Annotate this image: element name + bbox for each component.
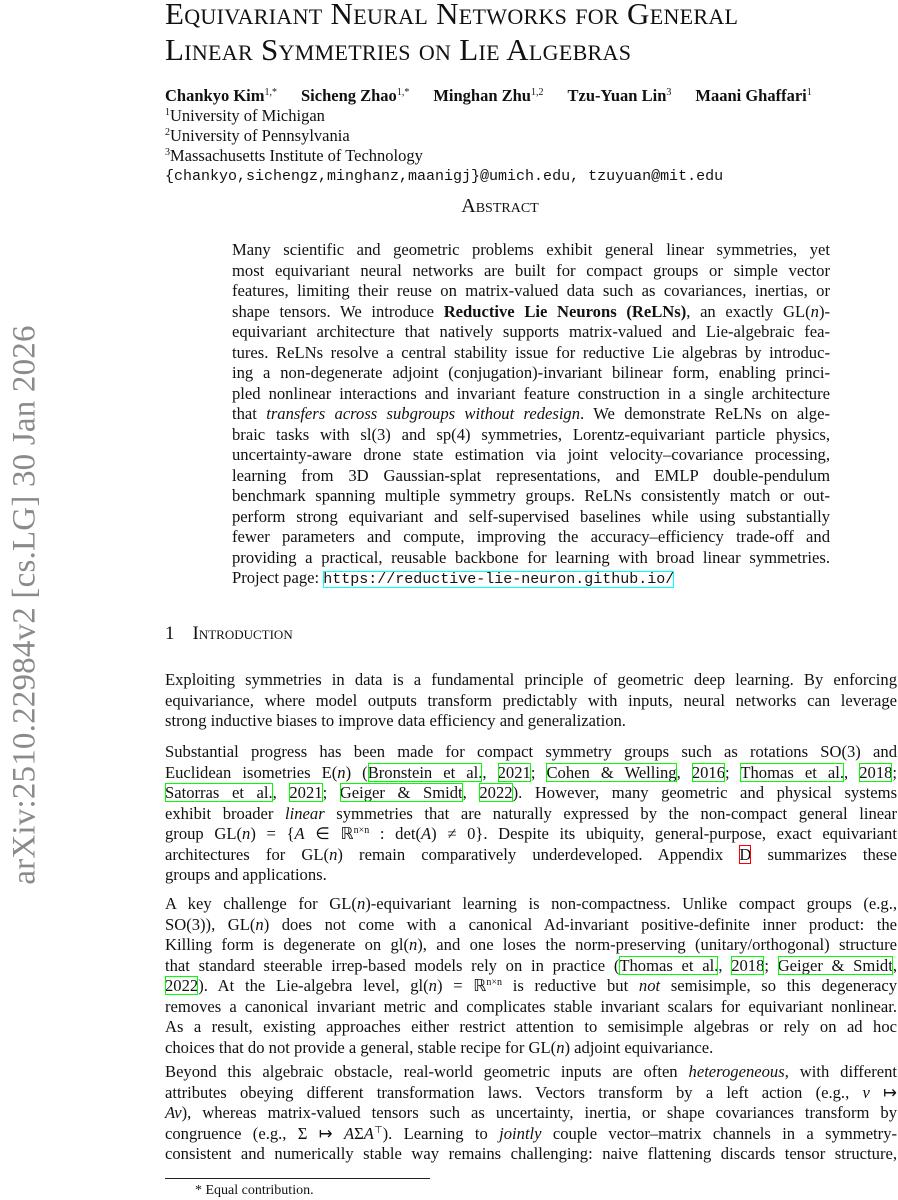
- text-line: [232, 281, 830, 302]
- title-line-2: Linear Symmetries on Lie Algebras: [165, 32, 632, 67]
- text-run: As a result, existing approaches either restrict attention to semisimple algebras or rely on ad hoc: [165, 1017, 897, 1036]
- text-run: equivariance, where model outputs transform predictably with inputs, neural networks can leverage: [165, 690, 897, 710]
- italic-text: A: [363, 1123, 374, 1143]
- italic-text: Av: [165, 1103, 182, 1122]
- text-run: ) = {: [250, 824, 295, 843]
- text-line: [165, 783, 897, 804]
- text-run: ↦: [869, 1082, 897, 1102]
- text-run: consistent and numerically stable way remains challenging: naive flattening discards tensor structure,: [165, 1144, 897, 1163]
- text-line: [232, 322, 830, 343]
- citation-link[interactable]: Satorras et al.: [165, 783, 273, 802]
- bold-text: Reductive Lie Neurons (ReLNs): [443, 301, 687, 321]
- text-line: [165, 1062, 897, 1083]
- text-run: tures. ReLNs resolve a central stability issue for reductive Lie algebras by introduc-: [232, 342, 830, 362]
- author: [567, 86, 671, 106]
- text-run: )-: [818, 301, 830, 321]
- affiliation-name: University of Pennsylvania: [170, 126, 350, 145]
- text-run: ,: [718, 955, 732, 975]
- text-run: ing a non-degenerate adjoint (conjugation)-invariant bilinear form, enabling princi-: [232, 363, 830, 382]
- text-run: SO(3)), GL(: [165, 914, 256, 934]
- text-run: uncertainty-aware drone state estimation via joint velocity–covariance processing,: [232, 445, 830, 464]
- citation-link[interactable]: 2018: [731, 955, 765, 975]
- paragraph: [165, 670, 897, 732]
- text-run: perform strong equivariant and self-supervised baselines while using substantially: [232, 506, 830, 526]
- italic-text: jointly: [499, 1123, 542, 1143]
- text-run: ;: [322, 783, 340, 802]
- text-line: [232, 548, 830, 569]
- text-line: [165, 1144, 897, 1165]
- italic-text: transfers across subgroups without redesign: [266, 404, 581, 423]
- text-run: ) (: [345, 762, 368, 782]
- text-run: Substantial progress has been made for compact symmetry groups such as rotations SO(3) and: [165, 742, 897, 761]
- text-line: [165, 1038, 897, 1059]
- text-run: ,: [892, 955, 897, 975]
- superscript: n×n: [486, 977, 503, 988]
- text-line: [165, 956, 897, 977]
- text-run: , with different: [784, 1062, 897, 1081]
- affiliation-mark: 2: [165, 127, 170, 138]
- italic-text: n: [337, 762, 346, 782]
- text-run: )-equivariant learning is non-compactness. Unlike compact groups (e.g.,: [365, 894, 898, 913]
- affiliation-name: University of Michigan: [170, 106, 325, 125]
- footnote: * Equal contribution.: [195, 1183, 314, 1198]
- text-run: strong inductive biases to improve data efficiency and generalization.: [165, 711, 626, 730]
- text-run: ) adjoint equivariance.: [564, 1037, 714, 1057]
- text-line: [232, 302, 830, 323]
- text-run: architectures for GL(: [165, 844, 330, 864]
- citation-link[interactable]: 2022: [479, 783, 513, 802]
- text-run: providing a practical, reusable backbone for learning with broad linear symmetries.: [232, 547, 830, 567]
- text-run: ), and one loses the norm-preserving (unitary/orthogonal) structure: [417, 935, 897, 954]
- author-affiliation-mark: 1,*: [264, 87, 277, 98]
- text-run: . We demonstrate ReLNs on alge-: [580, 404, 830, 423]
- text-run: features, limiting their reuse on matrix-valued data such as covariances, inertias, or: [232, 281, 830, 300]
- section-heading: [165, 623, 293, 645]
- italic-text: linear: [285, 803, 325, 823]
- text-line: [165, 915, 897, 936]
- italic-text: n: [242, 824, 251, 843]
- text-run: ;: [725, 762, 741, 782]
- text-run: ). At the Lie-algebra level, gl(: [198, 976, 429, 995]
- text-run: Project page:: [232, 568, 324, 587]
- author-list: [165, 86, 836, 106]
- text-run: that standard steerable irrep-based models rely on in practice (: [165, 955, 620, 975]
- author: [301, 86, 409, 106]
- author-name: Sicheng Zhao: [300, 86, 397, 105]
- text-run: Exploiting symmetries in data is a fundamental principle of geometric deep learning. By enforcing: [165, 670, 897, 689]
- text-run: group GL(: [165, 824, 243, 843]
- citation-link[interactable]: Geiger & Smidt: [339, 783, 463, 802]
- text-line: [232, 527, 830, 548]
- text-run: equivariant architecture that natively supports matrix-valued and Lie-algebraic fea-: [232, 322, 830, 341]
- text-run: most equivariant neural networks are built for compact groups or simple vector: [232, 260, 830, 280]
- paragraph: [165, 1062, 897, 1165]
- text-run: Many scientific and geometric problems exhibit general linear symmetries, yet: [232, 240, 830, 259]
- paragraph: [165, 894, 897, 1058]
- text-run: ) remain comparatively underdeveloped. Appendix: [337, 844, 740, 864]
- italic-text: A: [343, 1123, 355, 1143]
- text-run: A key challenge for GL(: [165, 894, 357, 913]
- author-name: Maani Ghaffari: [695, 86, 807, 105]
- italic-text: not: [638, 976, 661, 995]
- paragraph: [165, 742, 897, 886]
- text-line: [232, 445, 830, 466]
- affiliation-mark: 3: [165, 147, 170, 158]
- text-line: [165, 691, 897, 712]
- text-run: fewer parameters and compute, improving the accuracy–efficiency trade-off and: [232, 527, 830, 546]
- text-run: Beyond this algebraic obstacle, real-world geometric inputs are often: [165, 1062, 689, 1081]
- author-name: Tzu-Yuan Lin: [567, 86, 667, 105]
- text-run: : det(: [369, 824, 421, 843]
- text-line: [165, 1083, 897, 1104]
- text-line: [232, 240, 830, 261]
- text-run: choices that do not provide a general, stable recipe for GL(: [165, 1037, 557, 1057]
- superscript: n×n: [353, 825, 370, 836]
- italic-text: n: [356, 894, 366, 913]
- citation-link[interactable]: Thomas et al.: [740, 762, 845, 782]
- affiliation-1: [165, 106, 325, 126]
- text-line: [165, 1124, 897, 1145]
- text-run: ,: [272, 783, 290, 802]
- text-run: ,: [844, 762, 860, 782]
- superscript: ⊤: [373, 1124, 383, 1136]
- appendix-ref-link[interactable]: D: [739, 844, 752, 864]
- text-run: ). However, many geometric and physical systems: [512, 783, 898, 802]
- text-run: ) does not come with a canonical Ad-invariant positive-definite inner product: the: [263, 914, 898, 934]
- text-run: ,: [676, 762, 692, 782]
- text-line: [232, 363, 830, 384]
- text-run: learning from 3D Gaussian-splat representations, and EMLP double-pendulum: [232, 465, 830, 485]
- text-run: congruence (e.g., Σ ↦: [165, 1123, 344, 1143]
- text-run: Killing form is degenerate on gl(: [165, 935, 409, 954]
- text-run: removes a canonical invariant metric and complicates stable invariant scalars for equivariant nonlinear.: [165, 996, 897, 1016]
- text-run: ) = ℝ: [436, 976, 487, 995]
- author-emails: {chankyo,sichengz,minghanz,maanigj}@umich.edu, tzuyuan@mit.edu: [165, 168, 724, 185]
- text-run: couple vector–matrix channels in a symmetry-: [541, 1123, 898, 1143]
- text-run: semisimple, so this degeneracy: [660, 976, 897, 995]
- italic-text: n: [329, 844, 338, 864]
- affiliation-2: [165, 126, 350, 146]
- citation-link[interactable]: Cohen & Welling: [546, 762, 677, 782]
- text-line: [232, 568, 830, 589]
- text-run: Euclidean isometries E(: [165, 762, 338, 782]
- paper-title: [165, 0, 738, 68]
- italic-text: A: [420, 824, 432, 843]
- text-run: ), whereas matrix-valued tensors such as uncertainty, inertia, or shape covariances transform by: [181, 1103, 897, 1122]
- text-line: [165, 824, 897, 845]
- text-run: summarizes these: [751, 844, 897, 864]
- italic-text: heterogeneous: [688, 1062, 785, 1081]
- text-run: ,: [482, 762, 498, 782]
- citation-link[interactable]: Bronstein et al.: [367, 762, 483, 782]
- text-line: [165, 763, 897, 784]
- affiliation-mark: 1: [165, 107, 170, 118]
- arxiv-stamp: arXiv:2510.22984v2 [cs.LG] 30 Jan 2026: [6, 325, 43, 885]
- citation-link[interactable]: 2022: [165, 976, 199, 995]
- text-line: [232, 466, 830, 487]
- affiliation-3: [165, 146, 423, 166]
- text-line: [165, 845, 897, 866]
- text-run: shape tensors. We introduce: [232, 301, 444, 321]
- text-line: [165, 711, 897, 732]
- author: [165, 86, 277, 106]
- citation-link[interactable]: 2021: [289, 783, 323, 802]
- footnote-rule: [165, 1178, 430, 1179]
- text-run: symmetries that are naturally expressed by the non-compact general linear: [324, 803, 898, 823]
- text-run: ;: [764, 955, 778, 975]
- citation-link[interactable]: 2018: [859, 762, 893, 782]
- text-run: ,: [462, 783, 480, 802]
- text-run: , an exactly GL(: [686, 301, 811, 321]
- text-line: [165, 1103, 897, 1124]
- text-run: attributes obeying different transformation laws. Vectors transform by a left action (e.g.,: [165, 1082, 863, 1102]
- italic-text: n: [556, 1037, 565, 1057]
- text-line: [165, 976, 897, 997]
- text-line: [232, 425, 830, 446]
- text-run: braic tasks with sl(3) and sp(4) symmetries, Lorentz-equivariant particle physics,: [232, 424, 830, 444]
- text-run: ;: [892, 762, 898, 782]
- italic-text: n: [810, 301, 819, 321]
- text-line: [232, 507, 830, 528]
- italic-text: A: [294, 824, 305, 843]
- italic-text: v: [862, 1082, 870, 1102]
- project-page-link[interactable]: https://reductive-lie-neuron.github.io/: [323, 571, 675, 588]
- italic-text: n: [255, 914, 264, 934]
- abstract-body: [232, 240, 830, 589]
- section-title: Introduction: [192, 623, 293, 644]
- abstract-heading: Abstract: [461, 195, 539, 217]
- author-affiliation-mark: 1,*: [396, 87, 410, 98]
- author-affiliation-mark: 1: [806, 87, 812, 98]
- text-line: [165, 865, 897, 886]
- text-line: [232, 343, 830, 364]
- text-run: Σ: [354, 1123, 364, 1143]
- text-line: [232, 384, 830, 405]
- italic-text: n: [428, 976, 437, 995]
- author-name: Chankyo Kim: [165, 86, 265, 105]
- text-run: that: [232, 404, 267, 423]
- text-line: [232, 404, 830, 425]
- text-line: [165, 742, 897, 763]
- text-run: ) ≠ 0}. Despite its ubiquity, general-purpose, exact equivariant: [431, 824, 897, 843]
- author-affiliation-mark: 1,2: [530, 87, 544, 98]
- citation-link[interactable]: Thomas et al.: [619, 955, 719, 975]
- text-line: [232, 486, 830, 507]
- text-run: is reductive but: [502, 976, 639, 995]
- citation-link[interactable]: Geiger & Smidt: [777, 955, 893, 975]
- author: [433, 86, 543, 106]
- text-run: ;: [530, 762, 547, 782]
- author-name: Minghan Zhu: [433, 86, 531, 105]
- section-number: 1: [165, 623, 175, 644]
- italic-text: n: [408, 935, 418, 954]
- title-line-1: Equivariant Neural Networks for General: [165, 0, 739, 31]
- text-run: benchmark spanning multiple symmetry groups. ReLNs consistently match or out-: [232, 486, 830, 505]
- citation-link[interactable]: 2016: [691, 762, 725, 782]
- affiliation-name: Massachusetts Institute of Technology: [170, 146, 423, 165]
- text-run: exhibit broader: [165, 803, 286, 823]
- text-line: [165, 894, 897, 915]
- text-run: groups and applications.: [165, 865, 327, 884]
- text-line: [165, 935, 897, 956]
- text-run: pled nonlinear interactions and invariant feature construction in a single architecture: [232, 383, 830, 403]
- author-affiliation-mark: 3: [666, 87, 672, 98]
- text-line: [165, 804, 897, 825]
- author: [695, 86, 811, 106]
- text-line: [232, 261, 830, 282]
- text-run: ). Learning to: [382, 1123, 500, 1143]
- text-line: [165, 670, 897, 691]
- text-line: [165, 1017, 897, 1038]
- text-run: ∈ ℝ: [304, 824, 354, 843]
- text-line: [165, 997, 897, 1018]
- citation-link[interactable]: 2021: [497, 762, 531, 782]
